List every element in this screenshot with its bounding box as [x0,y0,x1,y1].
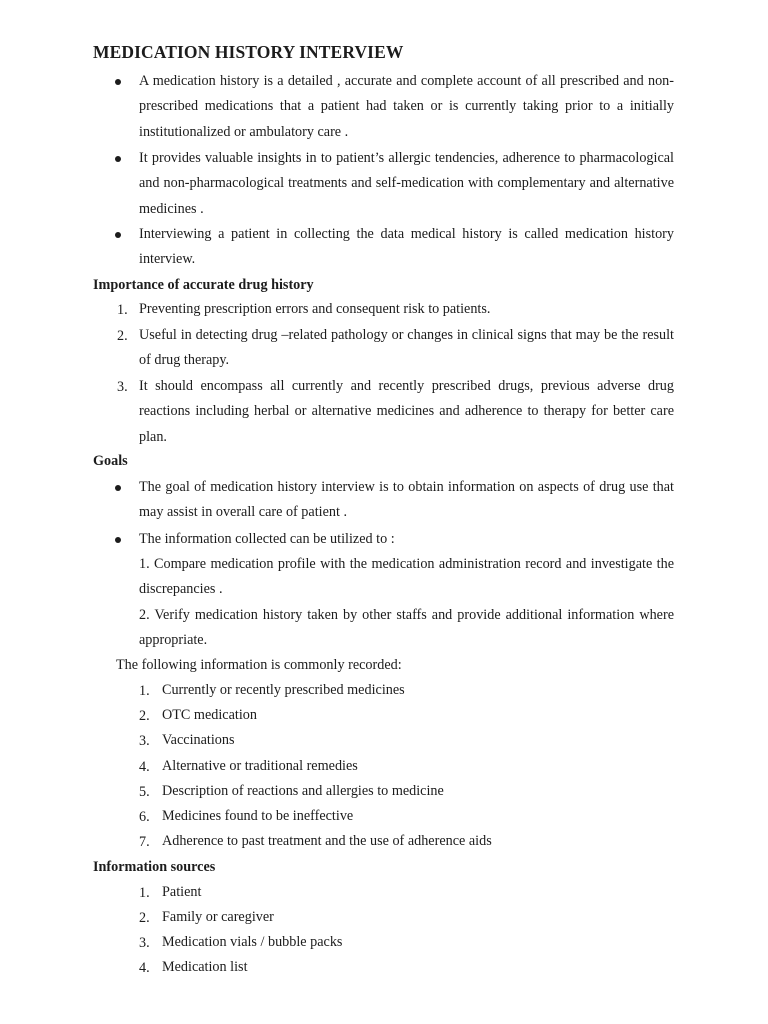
list-item-text: Description of reactions and allergies to medicine [162,783,444,799]
list-item-text: Preventing prescription errors and consequent risk to patients. [139,301,491,317]
bullet-icon [115,232,121,238]
list-number: 4. [139,759,150,775]
list-number: 2. [139,910,150,926]
list-item-text: Medication list [162,959,248,975]
list-number: 3. [139,733,150,749]
list-item-text: OTC medication [162,707,257,723]
goals-sub-text: 1. Compare medication profile with the medication administration record and investigate the discrepancies . [139,556,674,598]
goals-heading: Goals [93,453,128,469]
list-number: 3. [117,379,128,395]
list-item-text: Adherence to past treatment and the use of adherence aids [162,833,492,849]
list-item-text: Useful in detecting drug –related pathology or changes in clinical signs that may be the result of drug therapy. [139,327,674,369]
list-number: 2. [117,328,128,344]
list-item-text: Patient [162,884,202,900]
list-number: 4. [139,960,150,976]
list-item-text: Vaccinations [162,732,235,748]
bullet-icon [115,156,121,162]
recorded-intro: The following information is commonly recorded: [116,657,402,673]
goals-bullet-text: The goal of medication history interview is to obtain information on aspects of drug use that may assist in overall care of patient . [139,479,674,521]
list-item-text: Medication vials / bubble packs [162,934,343,950]
list-number: 6. [139,809,150,825]
list-item-text: Medicines found to be ineffective [162,808,354,824]
list-item-text: Alternative or traditional remedies [162,758,358,774]
list-number: 7. [139,834,150,850]
bullet-icon [115,79,121,85]
bullet-icon [115,485,121,491]
goals-bullet-text: The information collected can be utilized to : [139,531,395,547]
intro-bullet-text: Interviewing a patient in collecting the data medical history is called medication history interview. [139,226,674,268]
intro-bullet-text: It provides valuable insights in to patient’s allergic tendencies, adherence to pharmacological and non-pharmacological treatments and self-medication with complementary and alternative medicines . [139,150,674,217]
list-item-text: Family or caregiver [162,909,274,925]
goals-sub-text: 2. Verify medication history taken by other staffs and provide additional information where appropriate. [139,607,674,649]
intro-bullet-text: A medication history is a detailed , accurate and complete account of all prescribed and non-prescribed medications that a patient had taken or is currently taking prior to a initially institutionalized or ambulatory care . [139,73,674,140]
sources-heading: Information sources [93,859,216,875]
document-title: MEDICATION HISTORY INTERVIEW [93,42,404,62]
list-item-text: It should encompass all currently and recently prescribed drugs, previous adverse drug reactions including herbal or alternative medicines and adherence to therapy for better care plan. [139,378,674,445]
list-number: 1. [139,885,150,901]
list-number: 3. [139,935,150,951]
list-number: 1. [139,683,150,699]
bullet-icon [115,537,121,543]
list-number: 2. [139,708,150,724]
importance-heading: Importance of accurate drug history [93,277,314,293]
list-item-text: Currently or recently prescribed medicines [162,682,405,698]
list-number: 5. [139,784,150,800]
list-number: 1. [117,302,128,318]
